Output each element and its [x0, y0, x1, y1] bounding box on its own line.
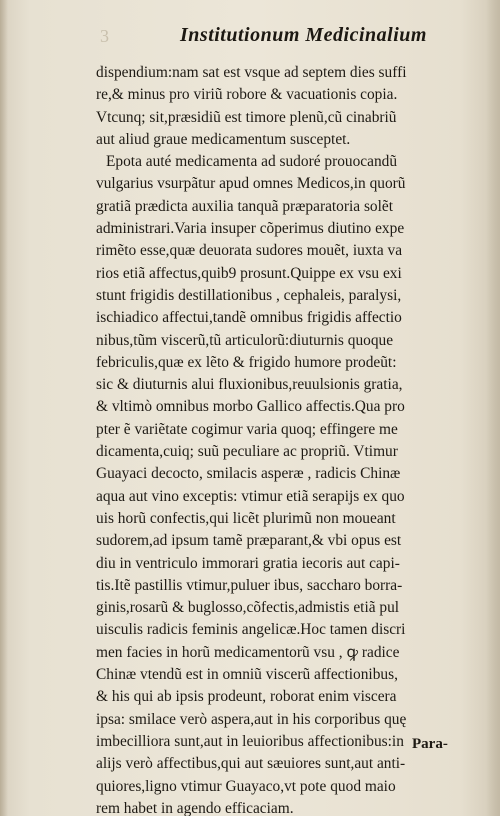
text-line: tis.Itẽ pastillis vtimur,puluer ibus, saccharo borra-: [96, 576, 403, 594]
text-line: uisculis radicis feminis angelicæ.Hoc tamen discri: [96, 621, 406, 639]
text-line: sic & diuturnis alui fluxionibus,reuulsionis gratia,: [96, 376, 403, 394]
text-line: ginis,rosarũ & buglosso,cõfectis,admistis etiã pul: [96, 599, 400, 617]
text-line: men facies in horũ medicamentorũ vsu , ꝙ radice: [96, 643, 400, 661]
text-line: ipsa: smilace verò aspera,aut in his corporibus quę: [96, 710, 407, 728]
text-line: aqua aut vino exceptis: vtimur etiã serapijs ex quo: [96, 487, 405, 505]
text-line: Vtcunq; sit,præsidiũ est timore plenũ,cũ cinabriũ: [96, 108, 397, 126]
running-title: Institutionum Medicinalium: [180, 24, 427, 46]
text-line: aut aliud graue medicamentum susceptet.: [96, 130, 351, 148]
text-line: nibus,tũm viscerũ,tũ articulorũ:diuturnis quoque: [96, 331, 394, 349]
page-header: [100, 24, 460, 47]
text-line: stunt frigidis destillationibus , cephaleis, paralysi,: [96, 286, 402, 304]
catchword: Para-: [412, 736, 448, 752]
text-line: ischiadico affectui,tandẽ omnibus frigidis affectio: [96, 309, 402, 327]
page-edge-shadow: [486, 0, 500, 816]
text-line: Epota auté medicamenta ad sudoré prouocandũ: [106, 153, 398, 171]
text-line: gratiã prædicta auxilia tanquã præparatoria solẽt: [96, 197, 394, 215]
text-line: rios etiã affectus,quib9 prosunt.Quippe ex vsu exi: [96, 264, 402, 282]
text-line: Guayaci decocto, smilacis asperæ , radicis Chinæ: [96, 465, 401, 483]
text-line: vulgarius vsurpãtur apud omnes Medicos,in quorũ: [96, 175, 406, 193]
text-line: quiores,ligno vtimur Guayaco,vt pote quod maio: [96, 777, 396, 795]
text-line: re,& minus pro viriũ robore & vacuationis copia.: [96, 86, 398, 104]
text-line: alijs verò affectibus,qui aut sæuiores sunt,aut anti-: [96, 755, 406, 773]
bleed-through-page-number: 3: [100, 26, 109, 46]
text-line: pter ẽ variẽtate cogimur varia quoq; effingere me: [96, 420, 398, 438]
text-line: dispendium:nam sat est vsque ad septem dies suffi: [96, 64, 407, 81]
page-gutter-shadow: [0, 0, 8, 816]
text-line: imbecilliora sunt,aut in leuioribus affectionibus:in: [96, 732, 404, 750]
text-line: rimẽto esse,quæ deuorata sudores mouẽt, iuxta va: [96, 242, 403, 260]
text-line: sudorem,ad ipsum tamẽ præparant,& vbi opus est: [96, 532, 402, 550]
text-line: & his qui ab ipsis prodeunt, roborat enim viscera: [96, 688, 397, 706]
text-line: febriculis,quæ ex lẽto & frigido humore prodeũt:: [96, 353, 397, 371]
text-line: dicamenta,cuiq; suũ peculiare ac propriũ. Vtimur: [96, 443, 398, 461]
text-line: & vltimò omnibus morbo Gallico affectis.Qua pro: [96, 398, 405, 416]
text-line: Chinæ vtendũ est in omniũ viscerũ affectionibus,: [96, 666, 398, 684]
text-line: rem habet in agendo efficaciam.: [96, 799, 294, 816]
text-line: administrari.Varia insuper cõperimus diutino expe: [96, 220, 405, 238]
text-line: uis horũ confectis,qui licẽt plurimũ non moueant: [96, 509, 396, 527]
text-line: diu in ventriculo immorari gratia iecoris aut capi-: [96, 554, 400, 572]
body-text: [96, 62, 468, 816]
